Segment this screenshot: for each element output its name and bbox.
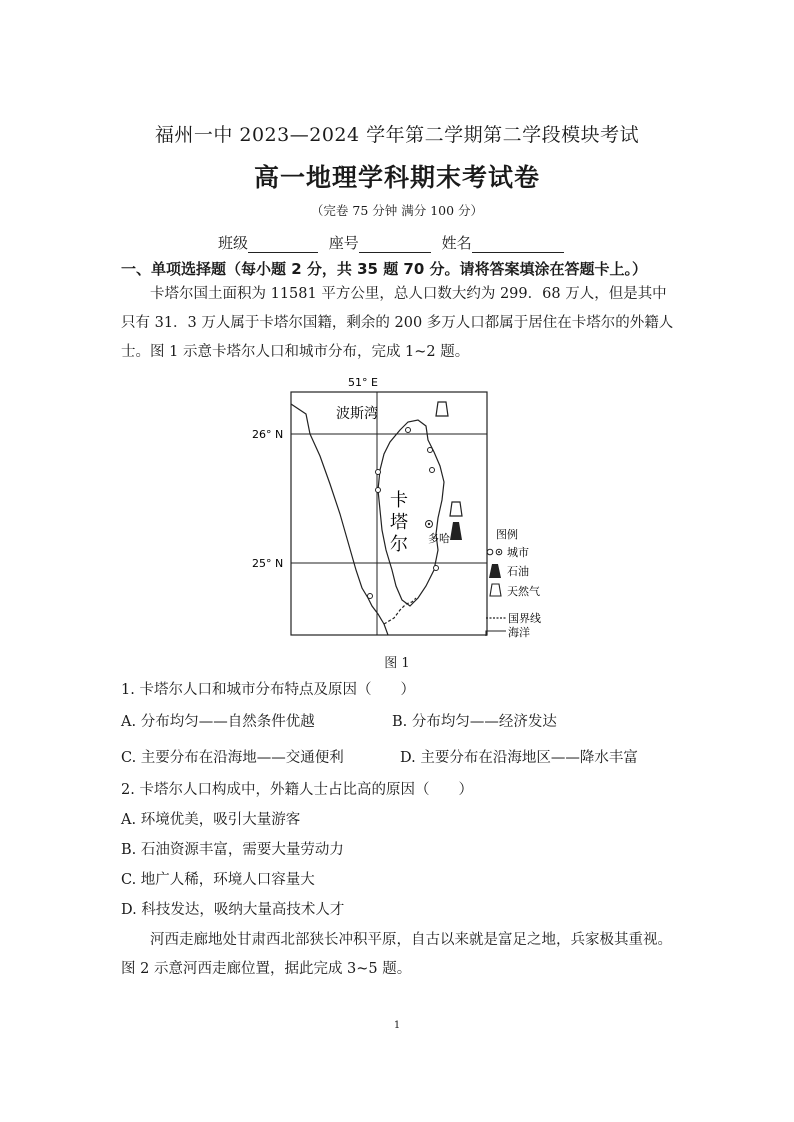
question-1-option-a[interactable]: A. 分布均匀——自然条件优越: [121, 714, 315, 730]
passage-hexi-corridor: 河西走廊地处甘肃西北部狭长冲积平原，自古以来就是富足之地，兵家极其重视。图 2 示意河西走廊位置，据此完成 3~5 题。: [121, 932, 672, 977]
student-info-row: [218, 232, 570, 253]
question-1-option-b[interactable]: B. 分布均匀——经济发达: [392, 714, 557, 730]
figure-qatar-map: [248, 374, 568, 648]
city-icon: [428, 448, 433, 453]
legend-title: 图例: [496, 528, 518, 541]
question-2-option-c[interactable]: C. 地广人稀，环境人口容量大: [121, 872, 315, 888]
latitude-26-label: 26° N: [252, 428, 284, 441]
exam-school-term: 福州一中 2023—2024 学年第二学期第二学段模块考试: [154, 124, 640, 146]
figure-1-caption: 图 1: [384, 656, 410, 671]
city-icon: [406, 428, 411, 433]
city-icon: [368, 594, 373, 599]
qatar-label-3: 尔: [390, 534, 408, 555]
seat-label: 座号: [328, 234, 359, 252]
city-icon: [434, 566, 439, 571]
passage-qatar: 卡塔尔国土面积为 11581 平方公里，总人口数大约为 299．68 万人，但是其中只有 31．3 万人属于卡塔尔国籍，剩余的 200 多万人口都属于居住在卡塔尔的外籍人士。图 1 示意卡塔尔人口和城市分布，完成 1~2 题。: [121, 286, 674, 360]
legend-border-label: 国界线: [508, 612, 541, 625]
city-icon: [376, 488, 381, 493]
qatar-outline: [378, 420, 444, 606]
city-icon: [430, 468, 435, 473]
name-label: 姓名: [441, 234, 472, 252]
question-2-option-b[interactable]: B. 石油资源丰富，需要大量劳动力: [121, 842, 344, 858]
class-blank[interactable]: [248, 238, 318, 253]
qatar-label-1: 卡: [390, 490, 408, 511]
latitude-25-label: 25° N: [252, 557, 284, 570]
legend-city-icon: [487, 549, 493, 555]
gas-icon: [436, 402, 448, 416]
mainland-coastline: [291, 404, 388, 635]
legend-sea-label: 海洋: [508, 626, 530, 639]
question-2-option-d[interactable]: D. 科技发达，吸纳大量高技术人才: [121, 902, 345, 918]
longitude-label: 51° E: [348, 376, 378, 389]
oil-icon: [450, 522, 462, 540]
question-1-option-c[interactable]: C. 主要分布在沿海地——交通便利: [121, 750, 344, 766]
map-legend: [486, 527, 541, 639]
legend-gas-label: 天然气: [507, 585, 540, 598]
exam-title: 高一地理学科期末考试卷: [253, 163, 540, 192]
international-border: [384, 598, 416, 624]
legend-capital-dot: [498, 551, 500, 553]
question-1-option-d[interactable]: D. 主要分布在沿海地区——降水丰富: [400, 750, 638, 766]
page-number: 1: [393, 1020, 401, 1031]
exam-duration-score: （完卷 75 分钟 满分 100 分）: [310, 203, 484, 218]
city-icon: [376, 470, 381, 475]
legend-oil-icon: [489, 564, 501, 578]
question-2-option-a[interactable]: A. 环境优美，吸引大量游客: [121, 812, 301, 828]
seat-blank[interactable]: [359, 238, 431, 253]
qatar-label-2: 塔: [390, 512, 408, 533]
qatar-map-svg: [248, 374, 568, 644]
section-heading: 一、单项选择题（每小题 2 分，共 35 题 70 分。请将答案填涂在答题卡上。）: [121, 260, 648, 278]
doha-capital-dot: [428, 523, 430, 525]
question-2-stem: 2. 卡塔尔人口构成中，外籍人士占比高的原因（ ）: [121, 782, 473, 798]
class-label: 班级: [218, 234, 249, 252]
legend-sea-icon: [486, 631, 506, 636]
legend-city-label: 城市: [507, 546, 529, 559]
question-1-stem: 1. 卡塔尔人口和城市分布特点及原因（ ）: [121, 682, 415, 698]
legend-oil-label: 石油: [507, 565, 529, 578]
gas-icon: [450, 502, 462, 516]
persian-gulf-label: 波斯湾: [336, 406, 378, 422]
name-blank[interactable]: [472, 238, 564, 253]
legend-gas-icon: [490, 584, 501, 596]
doha-label: 多哈: [428, 532, 450, 545]
